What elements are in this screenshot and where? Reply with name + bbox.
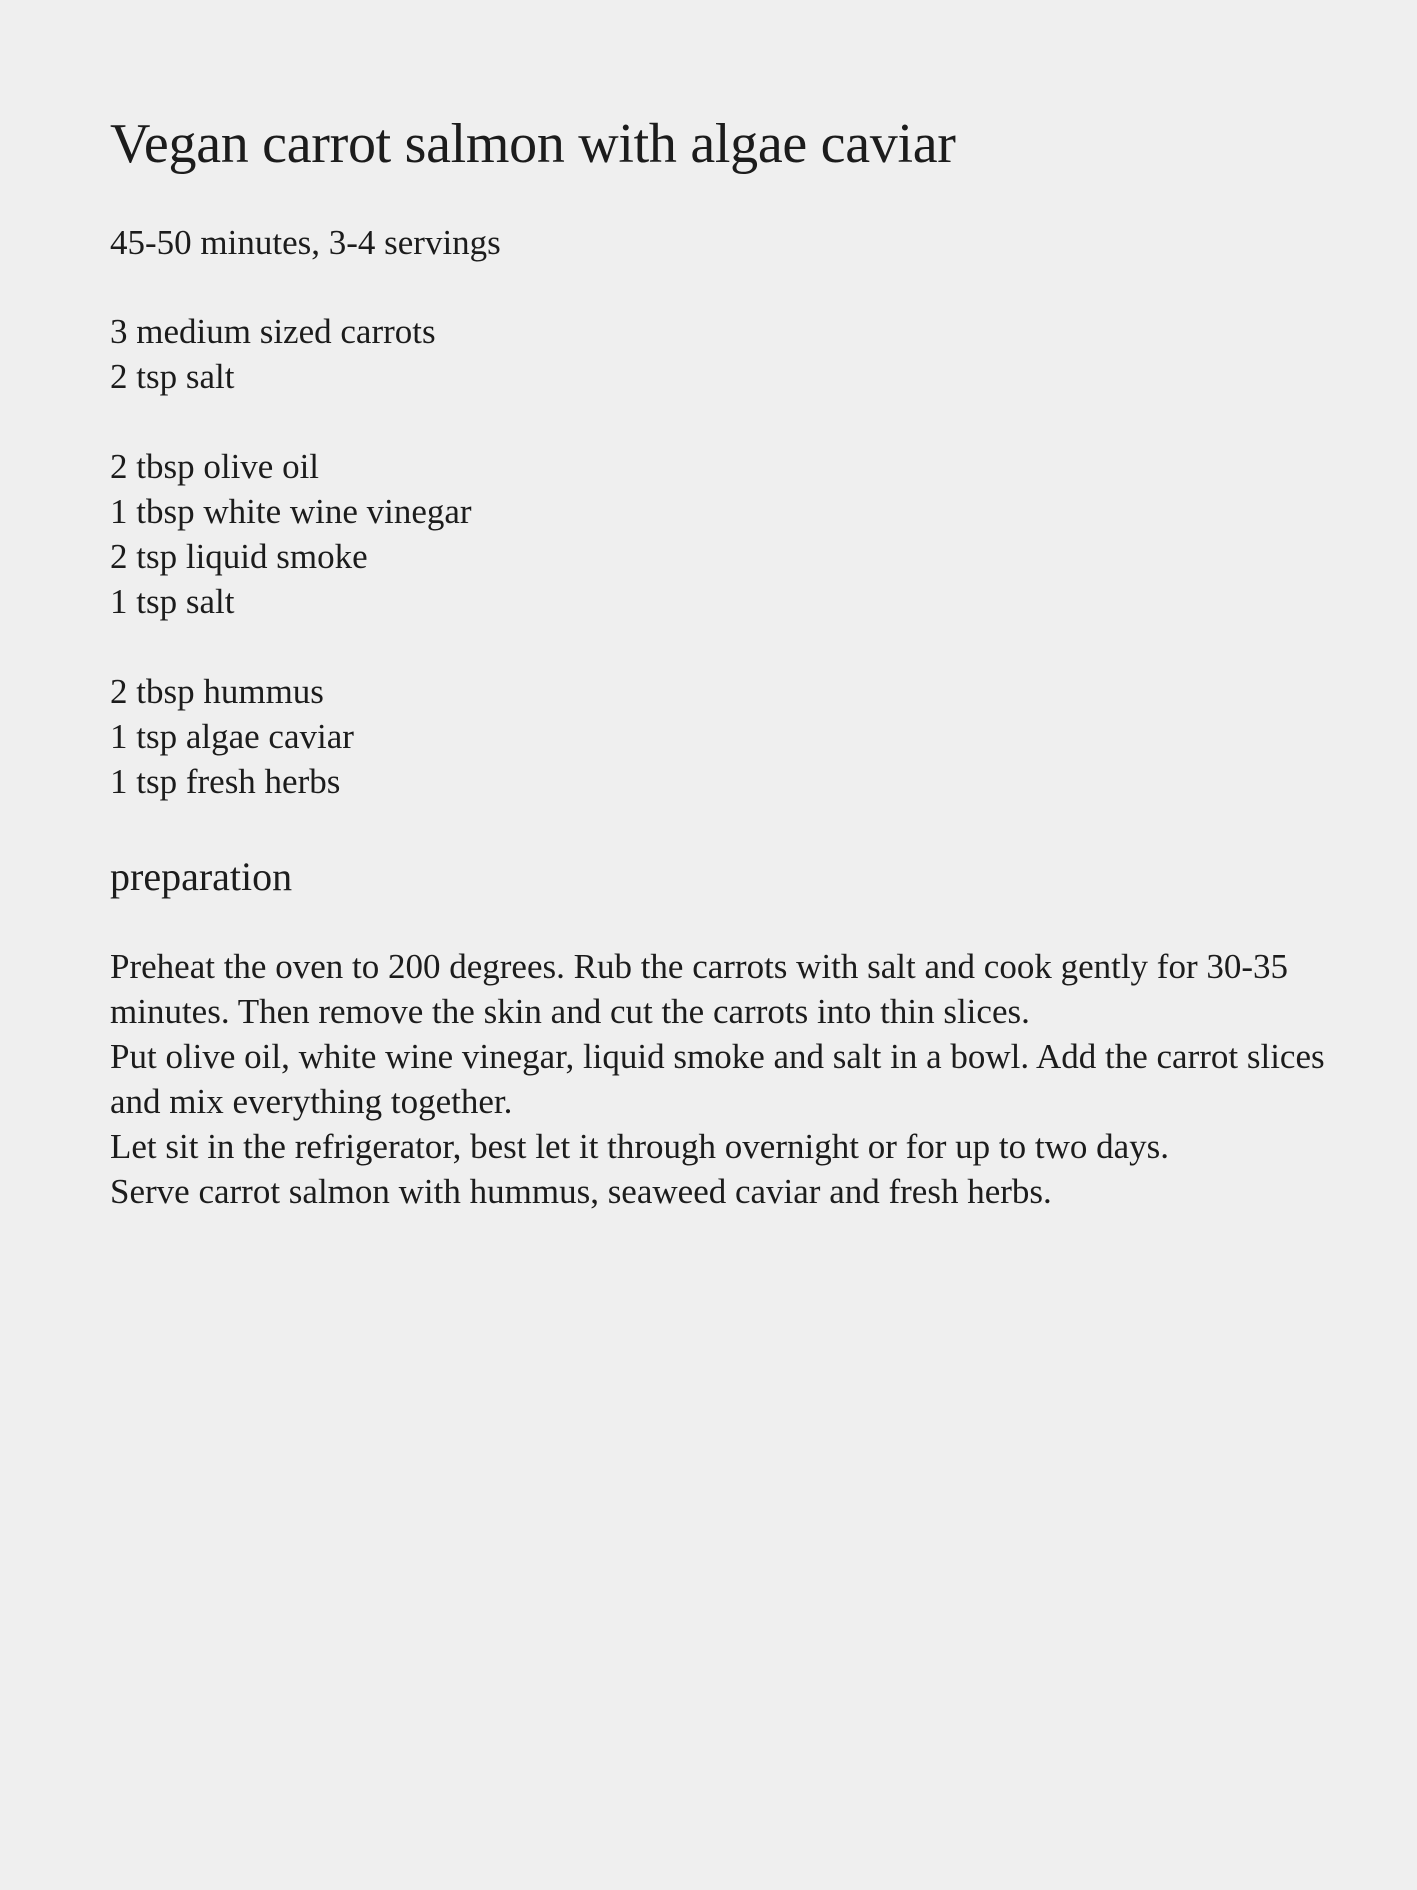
ingredient-group-carrots	[110, 309, 436, 399]
ingredient-item: 3 medium sized carrots	[110, 312, 436, 351]
ingredient-item: 2 tbsp olive oil	[110, 447, 320, 486]
preparation-heading: preparation	[110, 854, 293, 899]
ingredient-group-marinade	[110, 444, 472, 624]
preparation-step: Preheat the oven to 200 degrees. Rub the carrots with salt and cook gently for 30-35 minutes. Then remove the skin and cut the carrots into thin slices.	[110, 947, 1289, 1031]
preparation-step: Let sit in the refrigerator, best let it through overnight or for up to two days.	[110, 1127, 1170, 1166]
recipe-meta: 45-50 minutes, 3-4 servings	[110, 223, 501, 262]
preparation-step: Put olive oil, white wine vinegar, liquid smoke and salt in a bowl. Add the carrot slices and mix everything together.	[110, 1037, 1325, 1121]
ingredient-item: 1 tsp salt	[110, 582, 235, 621]
ingredient-item: 1 tbsp white wine vinegar	[110, 492, 472, 531]
ingredient-item: 1 tsp fresh herbs	[110, 762, 341, 801]
ingredient-item: 2 tsp salt	[110, 357, 235, 396]
ingredient-item: 1 tsp algae caviar	[110, 717, 354, 756]
recipe-title: Vegan carrot salmon with algae caviar	[110, 113, 956, 175]
ingredient-item: 2 tsp liquid smoke	[110, 537, 368, 576]
preparation-steps	[110, 944, 1340, 1214]
ingredient-item: 2 tbsp hummus	[110, 672, 324, 711]
preparation-step: Serve carrot salmon with hummus, seaweed caviar and fresh herbs.	[110, 1172, 1052, 1211]
ingredient-group-serving	[110, 669, 354, 804]
